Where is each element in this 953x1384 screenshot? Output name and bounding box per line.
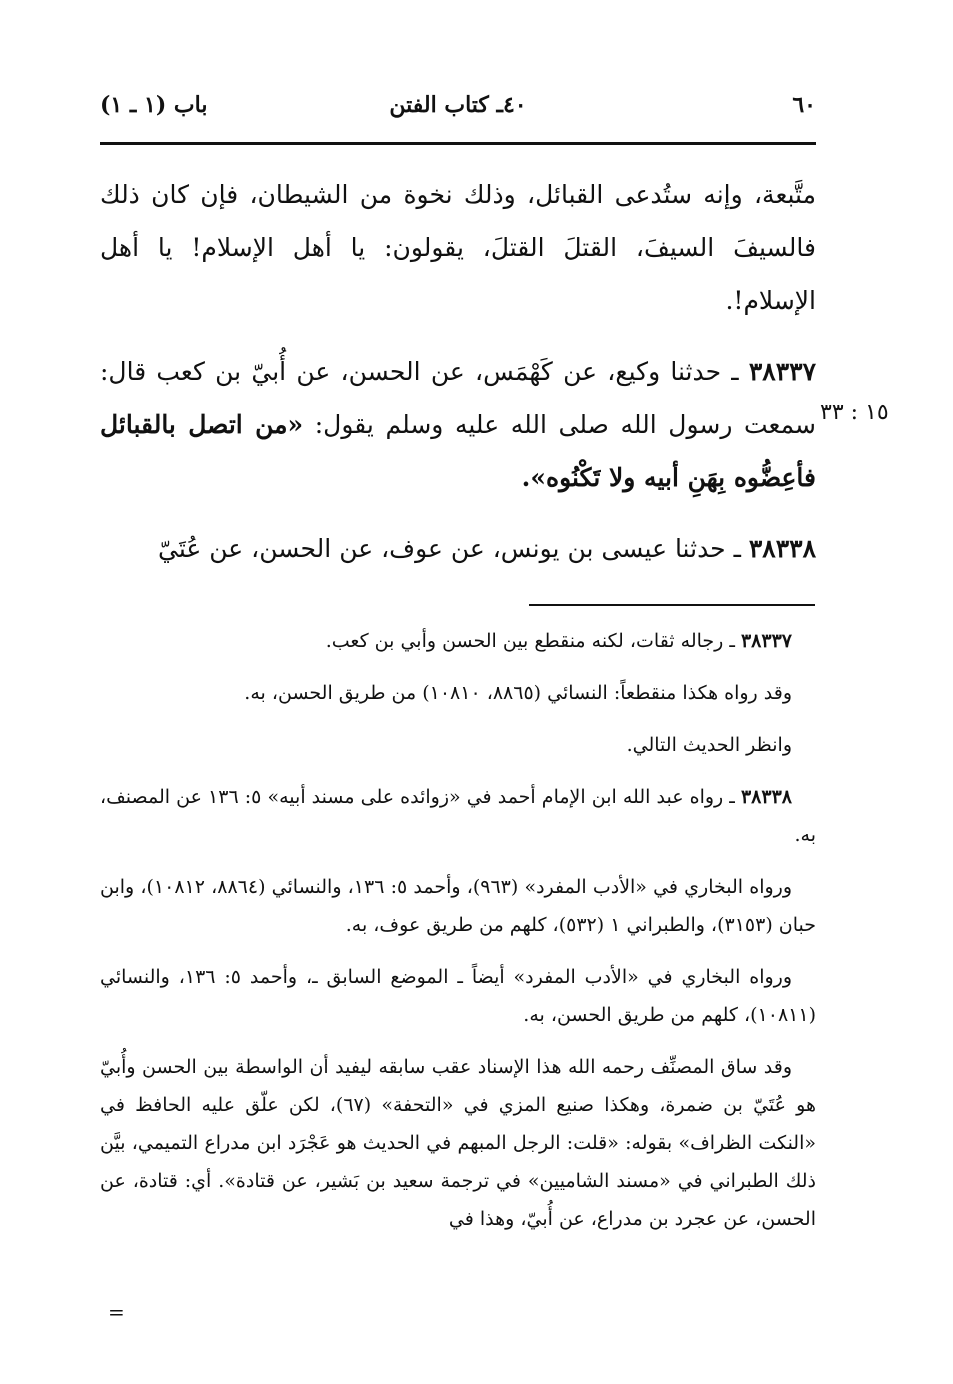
footnote-text: ـ رجاله ثقات، لكنه منقطع بين الحسن وأبي بن كعب. bbox=[325, 630, 741, 652]
footnote-number: ٣٨٣٣٧ bbox=[740, 630, 792, 652]
footnote: وقد ساق المصنِّف رحمه الله هذا الإسناد عقب سابقه ليفيد أن الواسطة بين الحسن وأُبيّ هو عُتَيّ بن ضمرة، وهكذا صنيع المزي في «التحفة» (٦٧)، لكن علّق عليه الحافظ في «النكت الظراف» بقوله: «قلت: الرجل المبهم في الحديث هو عَجْرَد ابن مدراع التميمي، بيَّن ذلك الطبراني في «مسند الشاميين» في ترجمة سعيد بن بَشير، عن قتادة». أي: قتادة، عن الحسن، عن عجرد بن مدراع، عن أُبيّ، وهذا في bbox=[100, 1056, 817, 1230]
hadith-number: ٣٨٣٣٨ bbox=[748, 534, 816, 563]
footnote bbox=[100, 778, 816, 854]
header-divider bbox=[100, 142, 816, 145]
hadith-38338 bbox=[100, 522, 816, 575]
footnote: ورواه البخاري في «الأدب المفرد» (٩٦٣)، وأحمد ٥: ١٣٦، والنسائي (٨٨٦٤، ١٠٨١٢)، وابن حبان (٣١٥٣)، والطبراني ١ (٥٣٢)، كلهم من طريق عوف، به. bbox=[100, 876, 816, 936]
footnote: وقد رواه هكذا منقطعاً: النسائي (٨٨٦٥، ١٠٨١٠) من طريق الحسن، به. bbox=[244, 682, 792, 704]
hadith-chain: ـ حدثنا وكيع، عن كَهْمَس، عن الحسن، عن أُبيّ بن كعب قال: سمعت رسول الله صلى الله عليه وسلم يقول: bbox=[100, 357, 816, 439]
footnote-divider bbox=[529, 604, 815, 606]
book-title: ٤٠ـ كتاب الفتن bbox=[389, 92, 527, 118]
page-header bbox=[100, 92, 816, 132]
hadith-chain: ـ حدثنا عيسى بن يونس، عن عوف، عن الحسن، عن عُتَيّ bbox=[158, 534, 749, 563]
page-number: ٦٠ bbox=[792, 92, 816, 118]
footnote bbox=[100, 622, 816, 660]
hadith-matn: «من اتصل بالقبائل فأعِضُّوه بِهَنِ أبيه ولا تَكْنُوه». bbox=[100, 410, 816, 492]
main-text bbox=[100, 168, 816, 593]
continuation-mark: = bbox=[108, 1300, 125, 1324]
chapter-reference: باب (١ ـ ١) bbox=[100, 92, 208, 118]
footnotes bbox=[100, 622, 816, 1252]
hadith-number: ٣٨٣٣٧ bbox=[748, 357, 816, 386]
footnote-text: ـ رواه عبد الله ابن الإمام أحمد في «زوائده على مسند أبيه» ٥: ١٣٦ عن المصنف، به. bbox=[100, 786, 816, 846]
paragraph-continuation: متَّبعة، وإنه ستُدعى القبائل، وذلك نخوة من الشيطان، فإن كان ذلك فالسيفَ السيفَ، القتلَ القتلَ، يقولون: يا أهل الإسلام! يا أهل الإسلام!. bbox=[100, 180, 816, 315]
hadith-38337 bbox=[100, 345, 816, 504]
footnote: وانظر الحديث التالي. bbox=[626, 734, 792, 756]
footnote: ورواه البخاري في «الأدب المفرد» أيضاً ـ الموضع السابق ـ، وأحمد ٥: ١٣٦، والنسائي (١٠٨١١)، كلهم من طريق الحسن، به. bbox=[100, 966, 816, 1026]
footnote-number: ٣٨٣٣٨ bbox=[740, 786, 792, 808]
margin-reference: ١٥ : ٣٣ bbox=[820, 400, 889, 425]
